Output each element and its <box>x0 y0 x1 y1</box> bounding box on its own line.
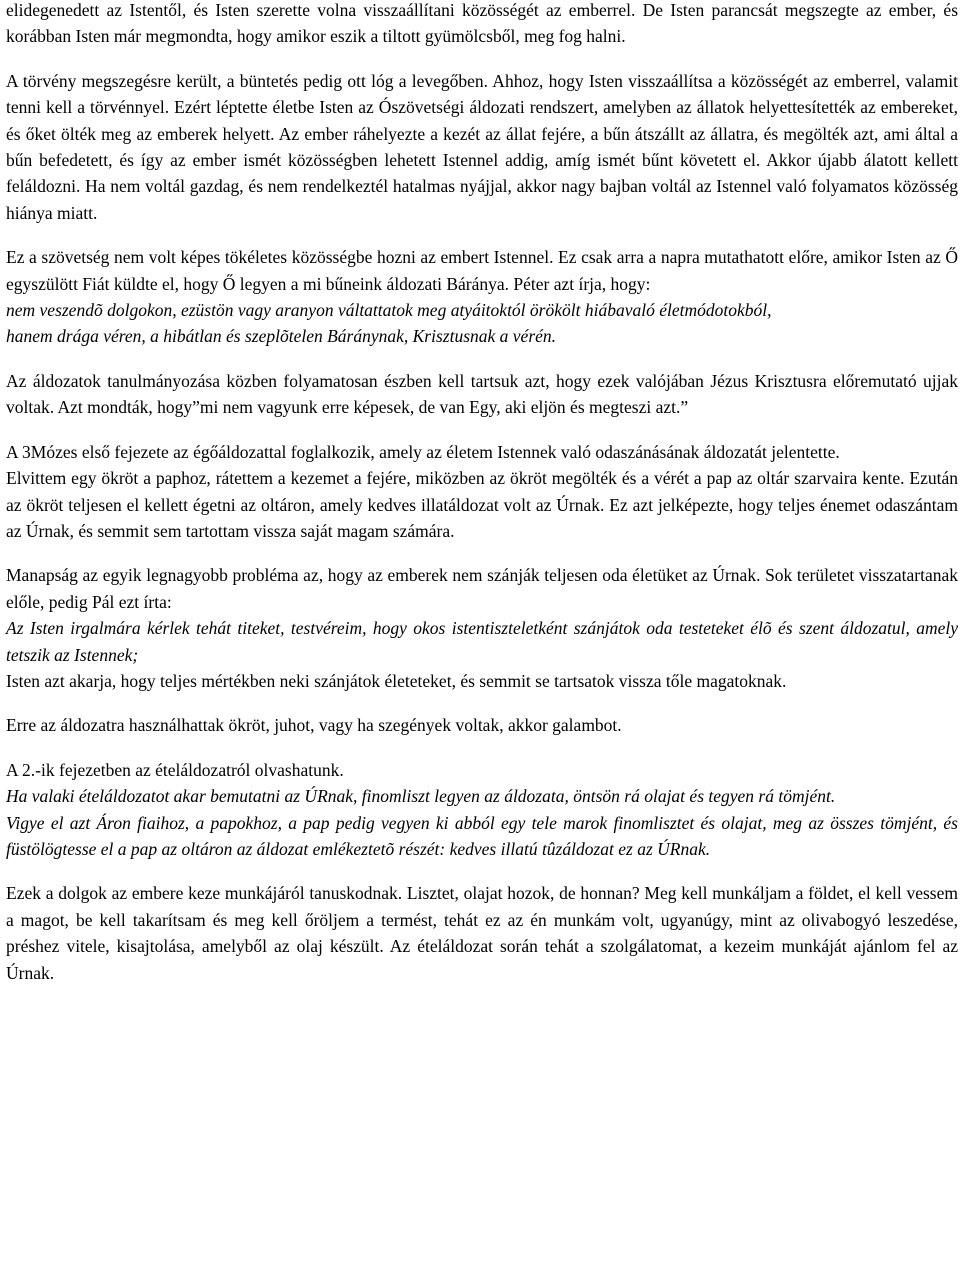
document-page <box>6 0 958 986</box>
paragraph-11: Ezek a dolgok az embere keze munkájáról tanuskodnak. Lisztet, olajat hozok, de honnan? Meg kell munkáljam a földet, el kell vessem a magot, be kell takarítsam és meg kell őröljem a termést, tehát ez az én munkám volt, ugyanúgy, mint az olivabogyó leszedése, préshez vitele, kisajtolása, amelyből az olaj készült. Az ételáldozat során tehát a szolgálatomat, a kezeim munkáját ajánlom fel az Úrnak. <box>6 883 958 983</box>
paragraph-1: elidegenedett az Istentől, és Isten szerette volna visszaállítani közösségét az emberrel. De Isten parancsát megszegte az ember, és korábban Isten már megmondta, hogy amikor eszik a tiltott gyümölcsből, meg fog halni. <box>6 0 958 47</box>
quote-3-line-2: Vigye el azt Áron fiaihoz, a papokhoz, a pap pedig vegyen ki abból egy tele marok finomlisztet és olajat, meg az összes tömjént, és füstölögtesse el a pap az oltáron az áldozat emlékeztetõ részét: kedves illatú tûzáldozat ez az ÚRnak. <box>6 812 958 859</box>
paragraph-2: A törvény megszegésre került, a büntetés pedig ott lóg a levegőben. Ahhoz, hogy Isten visszaállítsa a közösségét az emberrel, valamit tenni kell a törvénnyel. Ezért léptette életbe Isten az Ószövetségi áldozati rendszert, amelyben az állatok helyettesítették az embereket, és őket ölték meg az emberek helyett. Az ember ráhelyezte a kezét az állat fejére, a bűn átszállt az állatra, és megölték azt, ami által a bűn befedetett, és így az ember ismét közösségben lehetett Istennel addig, amíg ismét bűnt követett el. Akkor újabb álatott kellett feláldozni. Ha nem voltál gazdag, és nem rendelkeztél hatalmas nyájjal, akkor nagy bajban voltál az Istennel való folyamatos közösség hiánya miatt. <box>6 70 958 223</box>
paragraph-gap <box>6 739 958 757</box>
paragraph-gap <box>6 544 958 562</box>
paragraph-gap <box>6 862 958 880</box>
quote-3-line-1: Ha valaki ételáldozatot akar bemutatni az ÚRnak, finomliszt legyen az áldozata, öntsön rá olajat és tegyen rá tömjént. <box>6 786 836 807</box>
paragraph-7: Manapság az egyik legnagyobb probléma az, hogy az emberek nem szánják teljesen oda életüket az Úrnak. Sok területet visszatartanak előle, pedig Pál ezt írta: <box>6 565 958 612</box>
paragraph-4: Az áldozatok tanulmányozása közben folyamatosan észben kell tartsuk azt, hogy ezek valójában Jézus Krisztusra előremutató ujjak voltak. Azt mondták, hogy”mi nem vagyunk erre képesek, de van Egy, aki eljön és megteszi azt.” <box>6 370 958 418</box>
paragraph-gap <box>6 350 958 368</box>
paragraph-10: A 2.-ik fejezetben az ételáldozatról olvashatunk. <box>6 759 344 780</box>
paragraph-8: Isten azt akarja, hogy teljes mértékben neki szánjátok életeteket, és semmit se tartsatok vissza tőle magatoknak. <box>6 670 787 691</box>
paragraph-gap <box>6 50 958 68</box>
paragraph-gap <box>6 421 958 439</box>
paragraph-gap <box>6 226 958 244</box>
paragraph-6: Elvittem egy ökröt a paphoz, rátettem a kezemet a fejére, miközben az ökröt megölték és a vérét a pap az oltár szarvaira kente. Ezután az ökröt teljesen el kellett égetni az oltáron, amely kedves illatáldozat volt az Úrnak. Ez azt jelképezte, hogy teljes énemet odaszántam az Úrnak, és semmit sem tartottam vissza saját magam számára. <box>6 468 958 541</box>
quote-1-line-2: hanem drága véren, a hibátlan és szeplõtelen Báránynak, Krisztusnak a vérén. <box>6 326 557 347</box>
paragraph-5: A 3Mózes első fejezete az égőáldozattal foglalkozik, amely az életem Istennek való odaszánásának áldozatát jelentette. <box>6 441 840 462</box>
quote-1-line-1: nem veszendõ dolgokon, ezüstön vagy aranyon váltattatok meg atyáitoktól örökölt hiábavaló életmódotokból, <box>6 300 772 321</box>
paragraph-gap <box>6 694 958 712</box>
paragraph-3: Ez a szövetség nem volt képes tökéletes közösségbe hozni az embert Istennel. Ez csak arra a napra mutathatott előre, amikor Isten az Ő egyszülött Fiát küldte el, hogy Ő legyen a mi bűneink áldozati Báránya. Péter azt írja, hogy: <box>6 247 958 294</box>
paragraph-9: Erre az áldozatra használhattak ökröt, juhot, vagy ha szegények voltak, akkor galambot. <box>6 715 622 736</box>
quote-2: Az Isten irgalmára kérlek tehát titeket, testvéreim, hogy okos istentiszteletként szánjátok oda testeteket élõ és szent áldozatul, amely tetszik az Istennek; <box>6 618 958 665</box>
